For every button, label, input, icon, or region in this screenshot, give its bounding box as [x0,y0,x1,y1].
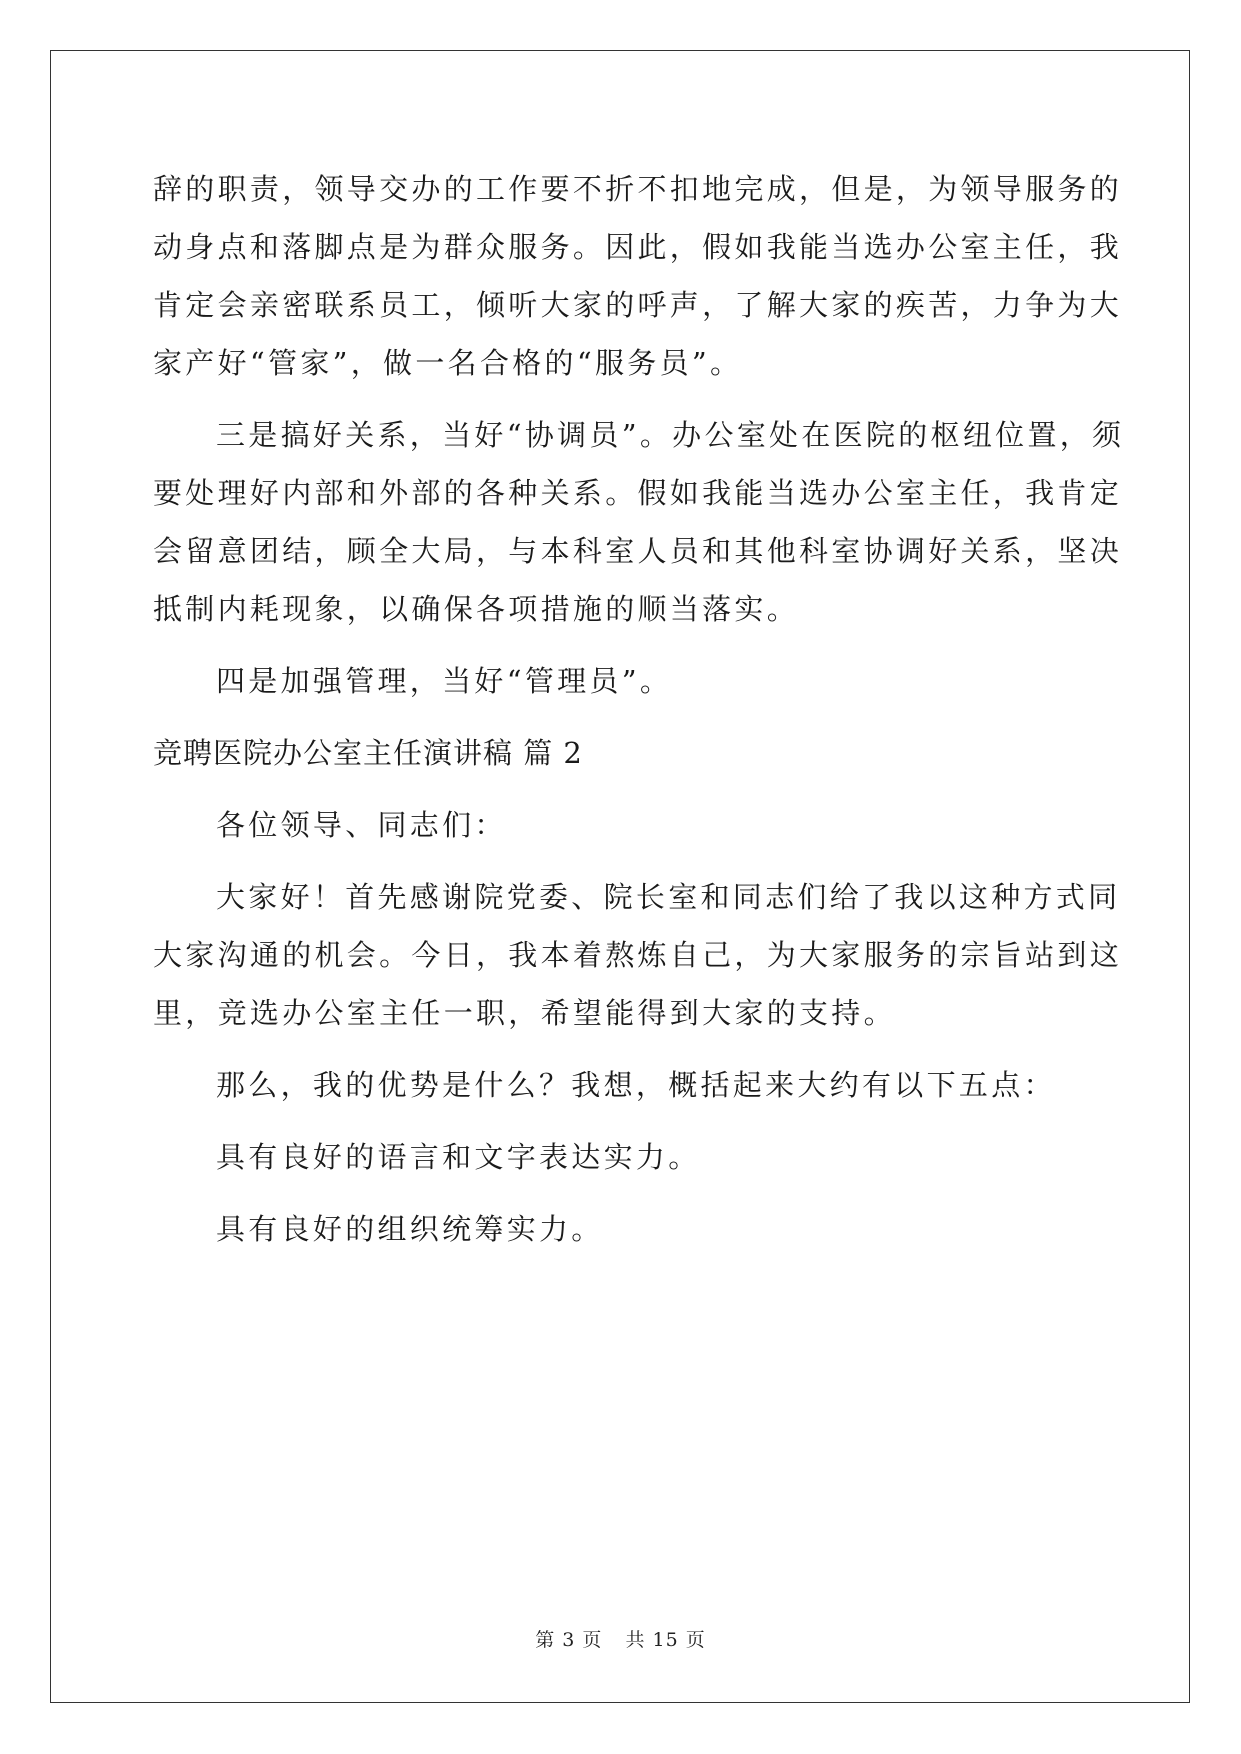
text-line: 家产好“管家”，做一名合格的“服务员”。 [153,346,743,380]
paragraph [153,652,1093,710]
page-footer [0,1625,1241,1652]
paragraph [153,160,1123,392]
text-line: 里，竞选办公室主任一职，希望能得到大家的支持。 [153,996,896,1030]
text-line: 肯定会亲密联系员工，倾听大家的呼声，了解大家的疾苦，力争为大 [153,288,1123,322]
paragraph [153,1056,1093,1114]
document-body [153,160,1125,1272]
text-line: 具有良好的组织统筹实力。 [216,1212,604,1246]
section-heading [153,724,1093,782]
heading-text: 竞聘医院办公室主任演讲稿 篇 2 [153,736,583,770]
paragraph [153,796,1093,854]
text-line: 要处理好内部和外部的各种关系。假如我能当选办公室主任，我肯定 [153,476,1123,510]
paragraph [153,1200,1093,1258]
text-line: 那么，我的优势是什么？我想，概括起来大约有以下五点： [216,1068,1056,1102]
text-line: 抵制内耗现象，以确保各项措施的顺当落实。 [153,592,800,626]
text-line: 辞的职责，领导交办的工作要不折不扣地完成，但是，为领导服务的 [153,172,1123,206]
text-line: 会留意团结，顾全大局，与本科室人员和其他科室协调好关系，坚决 [153,534,1123,568]
paragraph [153,868,1123,1042]
text-line: 动身点和落脚点是为群众服务。因此，假如我能当选办公室主任，我 [153,230,1123,264]
text-line: 三是搞好关系，当好“协调员”。办公室处在医院的枢纽位置，须 [216,418,1125,452]
paragraph [153,406,1125,638]
text-line: 各位领导、同志们： [216,808,507,842]
total-pages: 共 15 页 [625,1629,706,1651]
text-line: 四是加强管理，当好“管理员”。 [216,664,673,698]
text-line: 大家好！首先感谢院党委、院长室和同志们给了我以这种方式同 [216,880,1121,914]
paragraph [153,1128,1093,1186]
page-number: 第 3 页 [535,1629,603,1651]
text-line: 具有良好的语言和文字表达实力。 [216,1140,701,1174]
text-line: 大家沟通的机会。今日，我本着熬炼自己，为大家服务的宗旨站到这 [153,938,1123,972]
